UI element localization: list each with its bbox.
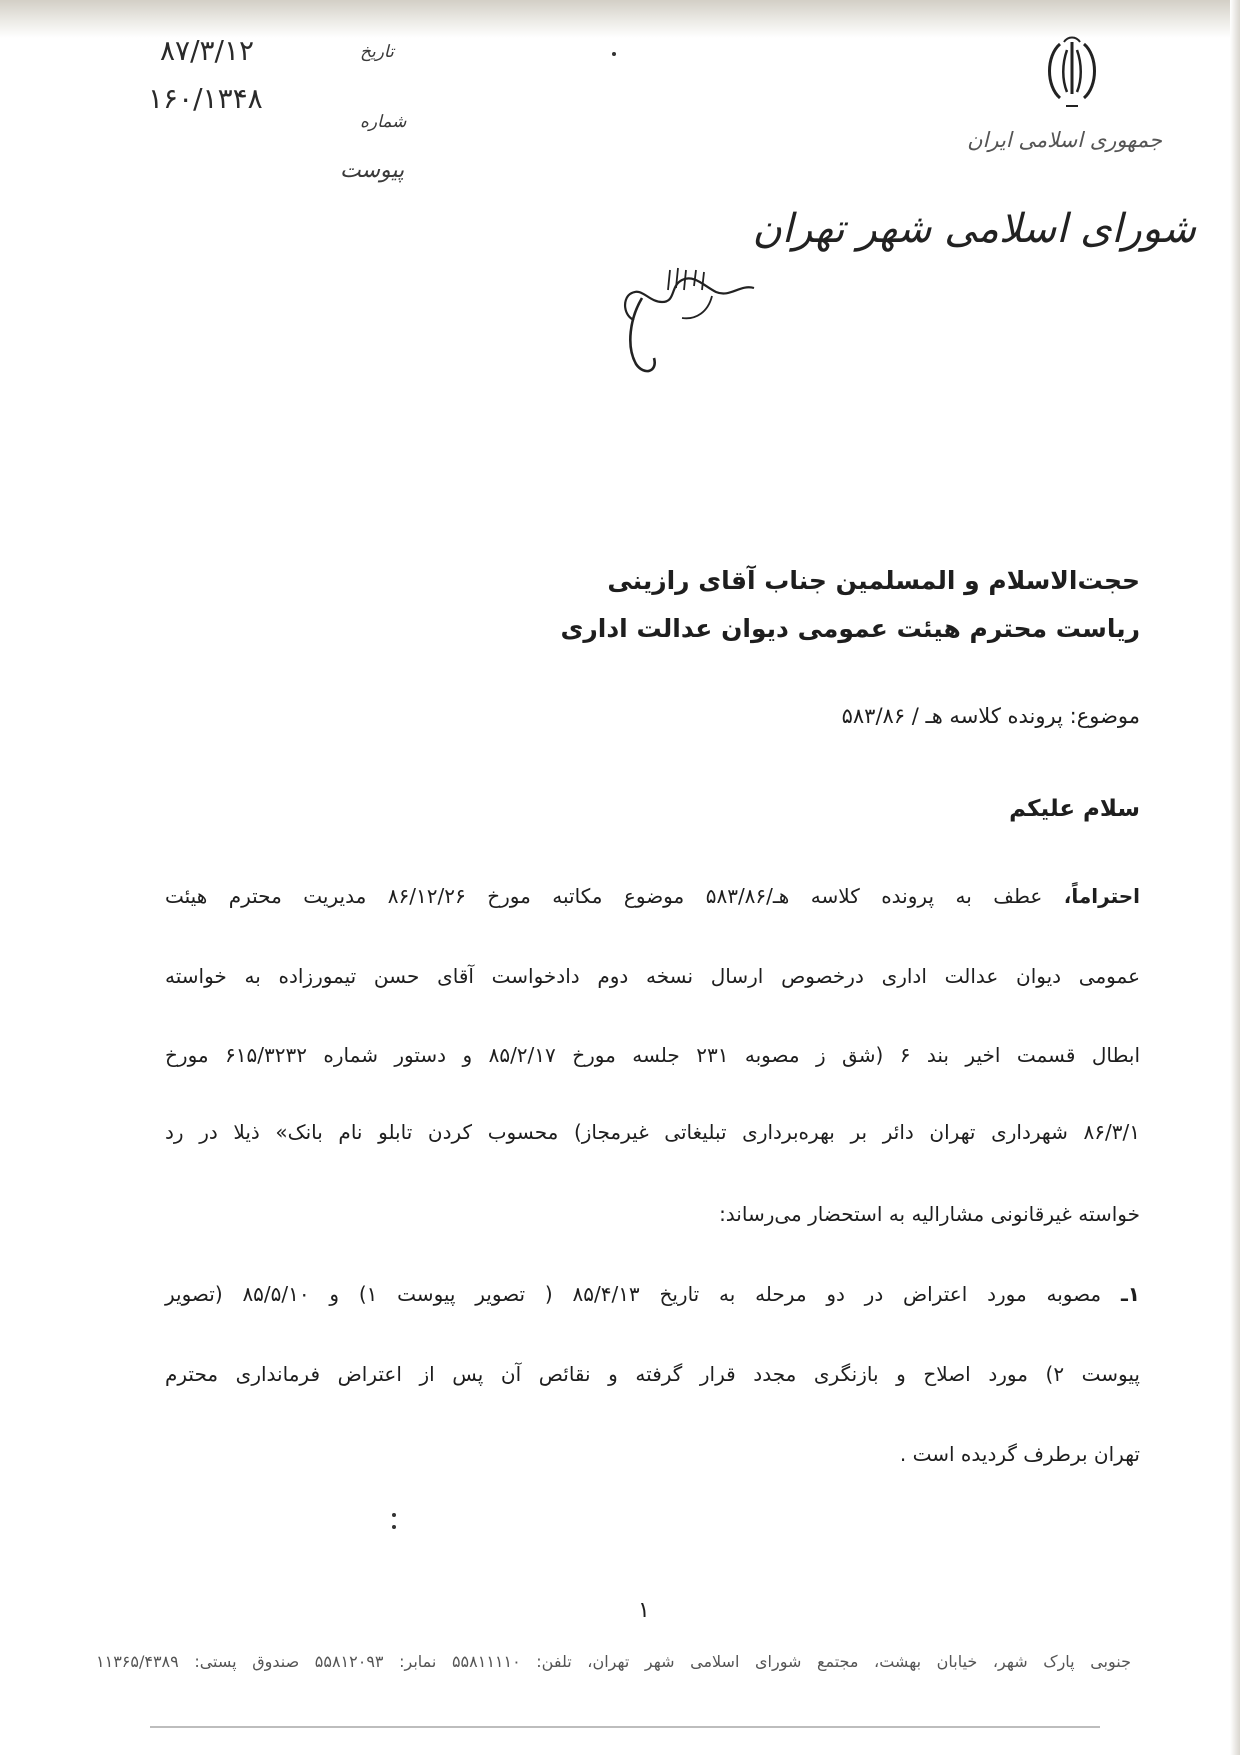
scan-speck [392, 1513, 396, 1517]
country-line: جمهوری اسلامی ایران [967, 128, 1162, 152]
iran-emblem-icon [1040, 34, 1104, 112]
scan-edge-top [0, 0, 1240, 38]
body-lead-word: احتراماً، [1063, 884, 1141, 908]
footer-address: جنوبی پارک شهر، خیابان بهشت، مجتمع شورای اسلامی شهر تهران، تلفن: ۵۵۸۱۱۱۱۰ نمابر: ۵۵۸۱۲۰۹۳ صندوق پستی: ۱۱۳۶۵/۴۳۸۹ [96, 1652, 1131, 1671]
recipient-title: حجت‌الاسلام و المسلمین جناب آقای رازینی [607, 566, 1140, 595]
body-line-5: خواسته غیرقانونی مشارالیه به استحضار می‌رساند: [719, 1202, 1140, 1226]
footer-divider [150, 1726, 1100, 1728]
date-label: تاریخ [360, 42, 394, 62]
body-line-8: تهران برطرف گردیده است . [899, 1442, 1140, 1466]
basmala-calligraphy-icon [612, 262, 760, 392]
item-number: ۱ـ [1120, 1282, 1140, 1306]
body-line-4: ۸۶/۳/۱ شهرداری تهران دائر بر بهره‌برداری تبلیغاتی غیرمجاز) محسوب کردن تابلو نام بانک» ذیلا در رد [165, 1120, 1140, 1144]
letter-number: ۱۶۰/۱۳۴۸ [148, 82, 263, 115]
greeting: سلام علیکم [1009, 796, 1140, 822]
attachment-label: پیوست [340, 158, 405, 183]
recipient-position: ریاست محترم هیئت عمومی دیوان عدالت اداری [560, 614, 1140, 643]
letter-date: ۸۷/۳/۱۲ [160, 34, 255, 67]
scan-speck [612, 52, 616, 56]
number-label: شماره [360, 112, 407, 132]
body-line-1-text: عطف به پرونده کلاسه هـ/۵۸۳/۸۶ موضوع مکاتبه مورخ ۸۶/۱۲/۲۶ مدیریت محترم هیئت [165, 884, 1043, 908]
scan-speck [392, 1525, 396, 1529]
body-line-6-text: مصوبه مورد اعتراض در دو مرحله به تاریخ ۸۵/۴/۱۳ ( تصویر پیوست ۱) و ۸۵/۵/۱۰ (تصویر [165, 1282, 1102, 1306]
page-number: ۱ [638, 1598, 650, 1623]
scan-edge-right [1230, 0, 1240, 1755]
body-line-6 [165, 1282, 1140, 1306]
body-line-3: ابطال قسمت اخیر بند ۶ (شق ز مصوبه ۲۳۱ جلسه مورخ ۸۵/۲/۱۷ و دستور شماره ۶۱۵/۳۲۳۲ مورخ [165, 1043, 1141, 1067]
body-line-2: عمومی دیوان عدالت اداری درخصوص ارسال نسخه دوم دادخواست آقای حسن تیمورزاده به خواسته [165, 964, 1140, 988]
council-name: شورای اسلامی شهر تهران [752, 206, 1196, 252]
body-line-1 [165, 884, 1140, 908]
body-line-7: پیوست ۲) مورد اصلاح و بازنگری مجدد قرار گرفته و نقائص آن پس از اعتراض فرمانداری محترم [165, 1362, 1140, 1386]
letter-subject: موضوع: پرونده کلاسه هـ / ۵۸۳/۸۶ [841, 704, 1140, 728]
